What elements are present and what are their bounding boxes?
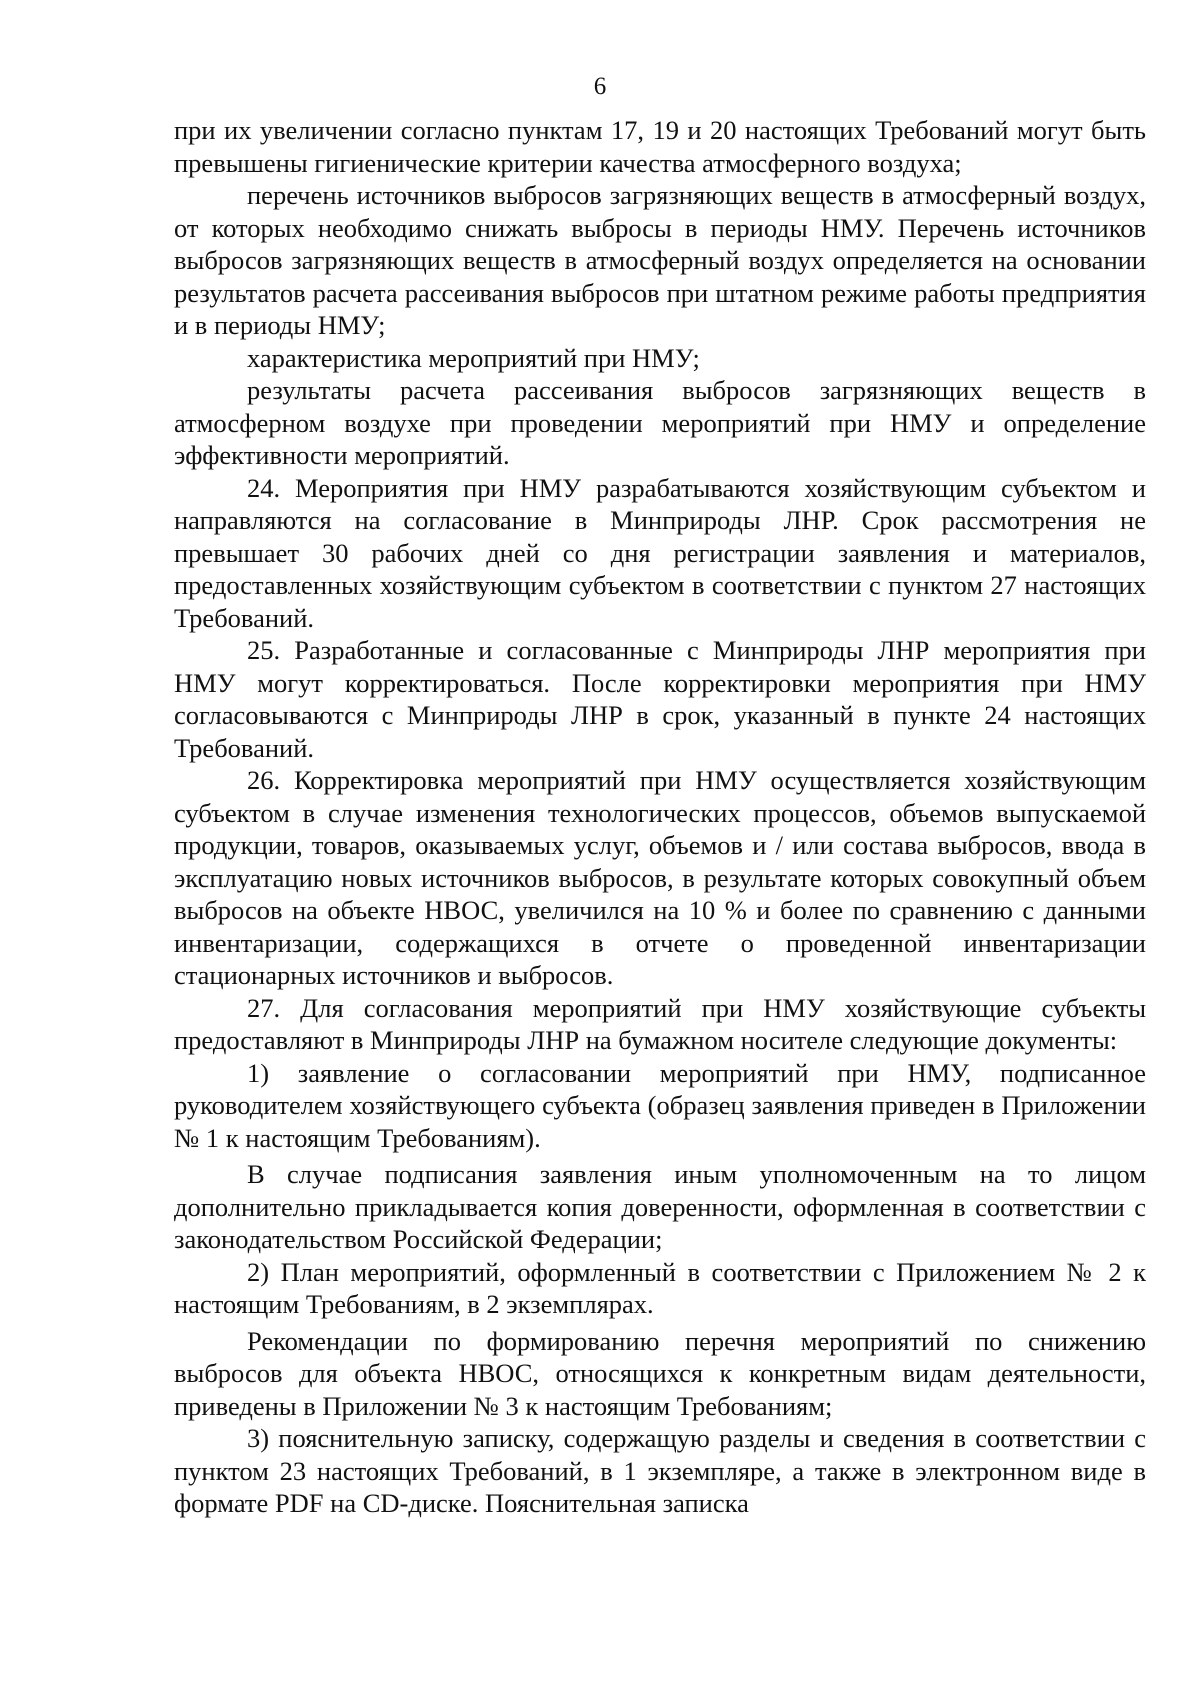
paragraph: перечень источников выбросов загрязняющих веществ в атмосферный воздух, от которых необходимо снижать выбросы в периоды НМУ. Перечень источников выбросов загрязняющих веществ в атмосферный воздух определяется на основании результатов расчета рассеивания выбросов при штатном режиме работы предприятия и в периоды НМУ;: [174, 180, 1146, 340]
paragraph: Рекомендации по формированию перечня мероприятий по снижению выбросов для объекта НВОС, относящихся к конкретным видам деятельности, приведены в Приложении № 3 к настоящим Требованиям;: [174, 1325, 1146, 1421]
paragraph-subitem-3: 3) пояснительную записку, содержащую разделы и сведения в соответствии с пунктом 23 настоящих Требований, в 1 экземпляре, а также в электронном виде в формате PDF на CD-диске. Пояснительная записка: [174, 1423, 1146, 1518]
paragraph: характеристика мероприятий при НМУ;: [247, 342, 700, 373]
document-body: [174, 114, 1146, 1520]
paragraph-item-24: 24. Мероприятия при НМУ разрабатываются хозяйствующим субъектом и направляются на согласование в Минприроды ЛНР. Срок рассмотрения не превышает 30 рабочих дней со дня регистрации заявления и материалов, предоставленных хозяйствующим субъектом в соответствии с пунктом 27 настоящих Требований.: [174, 472, 1146, 633]
page-number: 6: [593, 73, 607, 100]
paragraph-subitem-2: 2) План мероприятий, оформленный в соответствии с Приложением № 2 к настоящим Требованиям, в 2 экземплярах.: [174, 1256, 1146, 1319]
paragraph-item-26: 26. Корректировка мероприятий при НМУ осуществляется хозяйствующим субъектом в случае изменения технологических процессов, объемов выпускаемой продукции, товаров, оказываемых услуг, объемов и / или состава выбросов, ввода в эксплуатацию новых источников выбросов, в результате которых совокупный объем выбросов на объекте НВОС, увеличился на 10 % и более по сравнению с данными инвентаризации, содержащихся в отчете о проведенной инвентаризации стационарных источников и выбросов.: [174, 765, 1146, 990]
paragraph-item-25: 25. Разработанные и согласованные с Минприроды ЛНР мероприятия при НМУ могут корректироваться. После корректировки мероприятия при НМУ согласовываются с Минприроды ЛНР в срок, указанный в пункте 24 настоящих Требований.: [174, 635, 1146, 763]
paragraph: результаты расчета рассеивания выбросов загрязняющих веществ в атмосферном воздухе при проведении мероприятий при НМУ и определение эффективности мероприятий.: [174, 375, 1146, 470]
paragraph-subitem-1: 1) заявление о согласовании мероприятий при НМУ, подписанное руководителем хозяйствующего субъекта (образец заявления приведен в Приложении № 1 к настоящим Требованиям).: [174, 1057, 1146, 1153]
paragraph: В случае подписания заявления иным уполномоченным на то лицом дополнительно прикладывается копия доверенности, оформленная в соответствии с законодательством Российской Федерации;: [174, 1159, 1146, 1254]
paragraph: при их увеличении согласно пунктам 17, 19 и 20 настоящих Требований могут быть превышены гигиенические критерии качества атмосферного воздуха;: [174, 115, 1146, 178]
paragraph-item-27: 27. Для согласования мероприятий при НМУ хозяйствующие субъекты предоставляют в Минприроды ЛНР на бумажном носителе следующие документы:: [174, 992, 1146, 1055]
